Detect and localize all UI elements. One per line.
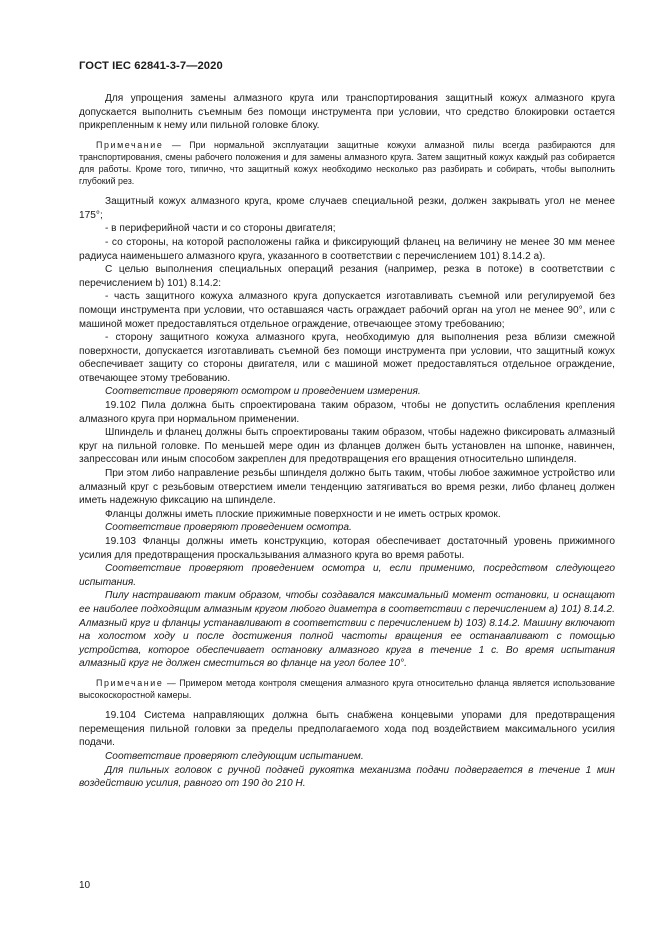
clause-19-104: 19.104 Система направляющих должна быть снабжена концевыми упорами для предотвращения перемещения пильной головки за пределы предполагаемого хода под воздействием максимального усилия подачи. bbox=[79, 710, 615, 749]
paragraph-guard-angle: Защитный кожух алмазного круга, кроме случаев специальной резки, должен закрывать угол не менее 175°; bbox=[79, 196, 615, 221]
compliance-inspection: Соответствие проверяют проведением осмотра. bbox=[105, 522, 352, 534]
list-item-removable-part: - часть защитного кожуха алмазного круга допускается изготавливать съемной или регулируемой без помощи инструмента при условии, что оставшаяся часть ограждает рабочий орган на угол не менее 90°, или с машиной может предоставляться отдельное ограждение, отвечающее этому требованию; bbox=[79, 291, 615, 330]
document-header: ГОСТ IEC 62841-3-7—2020 bbox=[79, 60, 223, 72]
paragraph-flange-surfaces: Фланцы должны иметь плоские прижимные поверхности и не иметь острых кромок. bbox=[105, 508, 501, 520]
clause-19-102: 19.102 Пила должна быть спроектирована таким образом, чтобы не допустить ослабления крепления алмазного круга при нормальном применении. bbox=[79, 400, 615, 425]
compliance-inspection-measurement: Соответствие проверяют осмотром и проведением измерения. bbox=[105, 386, 421, 398]
list-item-periphery: - в периферийной части и со стороны двигателя; bbox=[105, 223, 336, 235]
paragraph-spindle-flange: Шпиндель и фланец должны быть спроектированы таким образом, чтобы надежно фиксировать алмазный круг на пильной головке. По меньшей мере один из фланцев должен быть установлен на шпонке, навинчен, запрессован или иным способом закреплен для предотвращения его вращения относительно шпинделя. bbox=[79, 427, 615, 466]
list-item-nut-side: - со стороны, на которой расположены гайка и фиксирующий фланец на величину не менее 30 мм менее радиуса наименьшего алмазного круга, указанного в соответствии с перечислением 101) 8.14.2 a). bbox=[79, 236, 615, 262]
paragraph-guard-removal: Для упрощения замены алмазного круга или транспортирования защитный кожух алмазного круга допускается выполнить съемным без помощи инструмента при условии, что средство блокировки остается прикрепленным к нему или пильной головке блоку. bbox=[79, 93, 615, 132]
note-label: Примечание bbox=[96, 139, 164, 150]
compliance-following-test: Соответствие проверяют следующим испытанием. bbox=[105, 750, 364, 762]
page-number: 10 bbox=[79, 880, 91, 891]
note-label: Примечание bbox=[96, 677, 164, 688]
paragraph-thread-direction: При этом либо направление резьбы шпинделя должно быть таким, чтобы любое зажимное устройство или алмазный круг с резьбовым отверстием имели тенденцию затягиваться во время резки, либо фланец должен иметь надежную фиксацию на шпинделе. bbox=[79, 468, 615, 507]
note-high-speed-camera bbox=[79, 677, 615, 701]
compliance-inspection-test: Соответствие проверяют проведением осмотра и, если применимо, посредством следующего испытания. bbox=[79, 563, 615, 588]
clause-19-103: 19.103 Фланцы должны иметь конструкцию, которая обеспечивает достаточный уровень прижимного усилия для предотвращения проскальзывания алмазного круга во время работы. bbox=[79, 536, 615, 561]
test-procedure-feed-force: Для пильных головок с ручной подачей рукоятка механизма подачи подвергается в течение 1 мин воздействию усилия, равного от 190 до 210 Н. bbox=[79, 764, 615, 790]
note-text: — Примером метода контроля смещения алмазного круга относительно фланца является использование высокоскоростной камеры. bbox=[79, 677, 615, 701]
test-procedure-braking: Пилу настраивают таким образом, чтобы создавался максимальный момент остановки, и оснащают ее наиболее подходящим алмазным кругом любого диаметра в соответствии с перечислением a) 101) 8.14.2. Алмазный круг и фланцы устанавливают в соответствии с перечислением b) 103) 8.14.2. Машину включают на холостом ходу и после достижения полной частоты вращения ее останавливают с помощью устройства, которое обеспечивает остановку алмазного круга в течение 1 с. Во время испытания алмазный круг не должен сместиться во фланце на угол более 10°. bbox=[79, 590, 615, 670]
note-text: — При нормальной эксплуатации защитные кожухи алмазной пилы всегда разбираются для транспортирования, смены рабочего положения и для замены алмазного круга. Затем защитный кожух каждый раз собирается для работы. Кроме того, типично, что защитный кожух необходимо несколько раз разбирать и собирать, чтобы выполнить глубокий рез. bbox=[79, 139, 615, 187]
note-guard-disassembly bbox=[79, 139, 615, 187]
list-item-removable-side: - сторону защитного кожуха алмазного круга, необходимую для выполнения реза вблизи смежной поверхности, допускается изготавливать съемной без помощи инструмента при условии, что защитный кожух обеспечивает защиту со стороны двигателя, или с машиной может предоставляться отдельное ограждение, отвечающее этому требованию. bbox=[79, 332, 615, 384]
paragraph-special-cutting: С целью выполнения специальных операций резания (например, резка в потоке) в соответствии с перечислением b) 101) 8.14.2: bbox=[79, 264, 615, 289]
